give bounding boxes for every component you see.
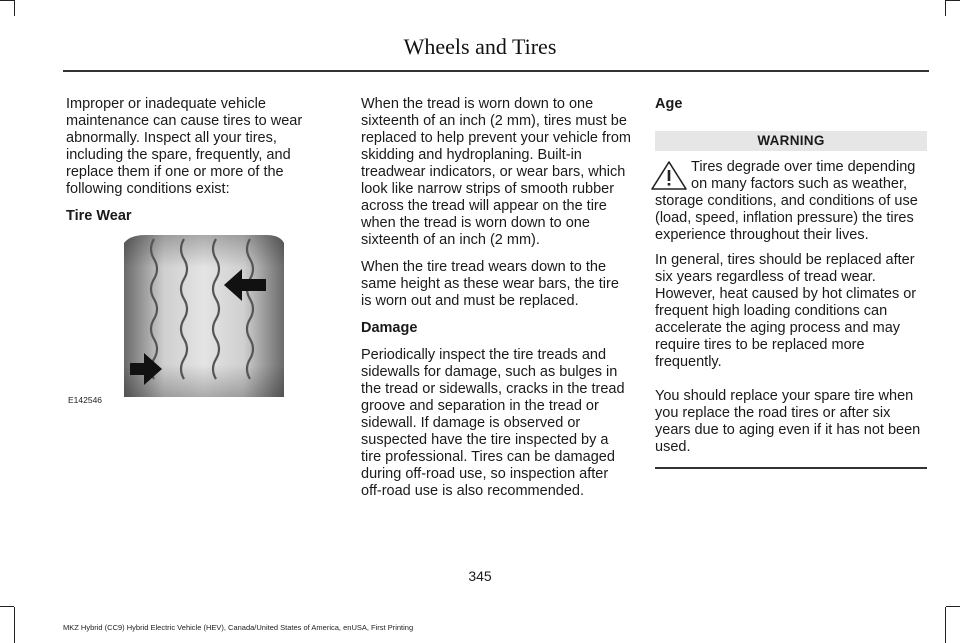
warning-triangle-icon — [649, 159, 689, 191]
age-heading: Age — [655, 96, 683, 112]
page-title: Wheels and Tires — [403, 34, 557, 59]
column-middle — [361, 96, 631, 510]
tire-wear-figure — [66, 235, 296, 407]
warning-banner: WARNING — [655, 131, 927, 151]
tire-tread-illustration — [66, 235, 296, 407]
figure-code: E142546 — [68, 395, 103, 405]
crop-mark-top-right-vertical — [945, 0, 946, 16]
crop-mark-bottom-left — [14, 607, 15, 643]
page-number: 345 — [468, 568, 492, 584]
replacement-paragraph: In general, tires should be replaced after six years regardless of tread wear. However, heat caused by hot climates or frequent high loading conditions can accelerate the aging process and may require tires to be replaced more frequently. — [655, 252, 917, 370]
tread-paragraph: When the tread is worn down to one sixteenth of an inch (2 mm), tires must be replaced to help prevent your vehicle from skidding and hydroplaning. Built-in treadwear indicators, or wear bars, which look like narrow strips of smooth rubber across the tread will appear on the tire when the tread is worn down to one sixteenth of an inch (2 mm). — [361, 96, 632, 248]
damage-paragraph: Periodically inspect the tire treads and sidewalls for damage, such as bulges in the tread or sidewalls, cracks in the tread groove and separation in the tread or sidewall. If damage is observed or suspected have the tire inspected by a tire professional. Tires can be damaged during off-road use, so inspection after off-road use is also recommended. — [361, 347, 625, 499]
crop-mark-top-right — [946, 0, 960, 1]
crop-mark-bottom-right — [945, 607, 946, 643]
wear-bars-paragraph: When the tire tread wears down to the same height as these wear bars, the tire is worn out and must be replaced. — [361, 259, 619, 309]
column-right — [655, 96, 927, 469]
column-left — [66, 96, 322, 407]
damage-heading: Damage — [361, 320, 418, 336]
footer-vehicle-info: MKZ Hybrid (CC9) Hybrid Electric Vehicle (HEV), Canada/United States of America, enUSA, First Printing — [63, 623, 414, 632]
section-end-divider — [655, 467, 927, 469]
tire-wear-heading: Tire Wear — [66, 208, 132, 224]
warning-text: Tires degrade over time depending on many factors such as weather, storage conditions, and conditions of use (load, speed, inflation pressure) the tires experience throughout their lives. — [655, 159, 918, 243]
crop-mark-top-left — [0, 0, 14, 1]
spare-tire-paragraph: You should replace your spare tire when you replace the road tires or after six years due to aging even if it has not been used. — [655, 388, 921, 455]
crop-mark-bottom-left-horizontal — [0, 606, 14, 607]
crop-mark-bottom-right-horizontal — [946, 606, 960, 607]
warning-block — [655, 159, 927, 244]
header-divider — [63, 70, 929, 72]
crop-mark-top-left-vertical — [14, 0, 15, 16]
intro-paragraph: Improper or inadequate vehicle maintenance can cause tires to wear abnormally. Inspect all your tires, including the spare, frequently, and replace them if one or more of the following conditions exist: — [66, 96, 303, 197]
